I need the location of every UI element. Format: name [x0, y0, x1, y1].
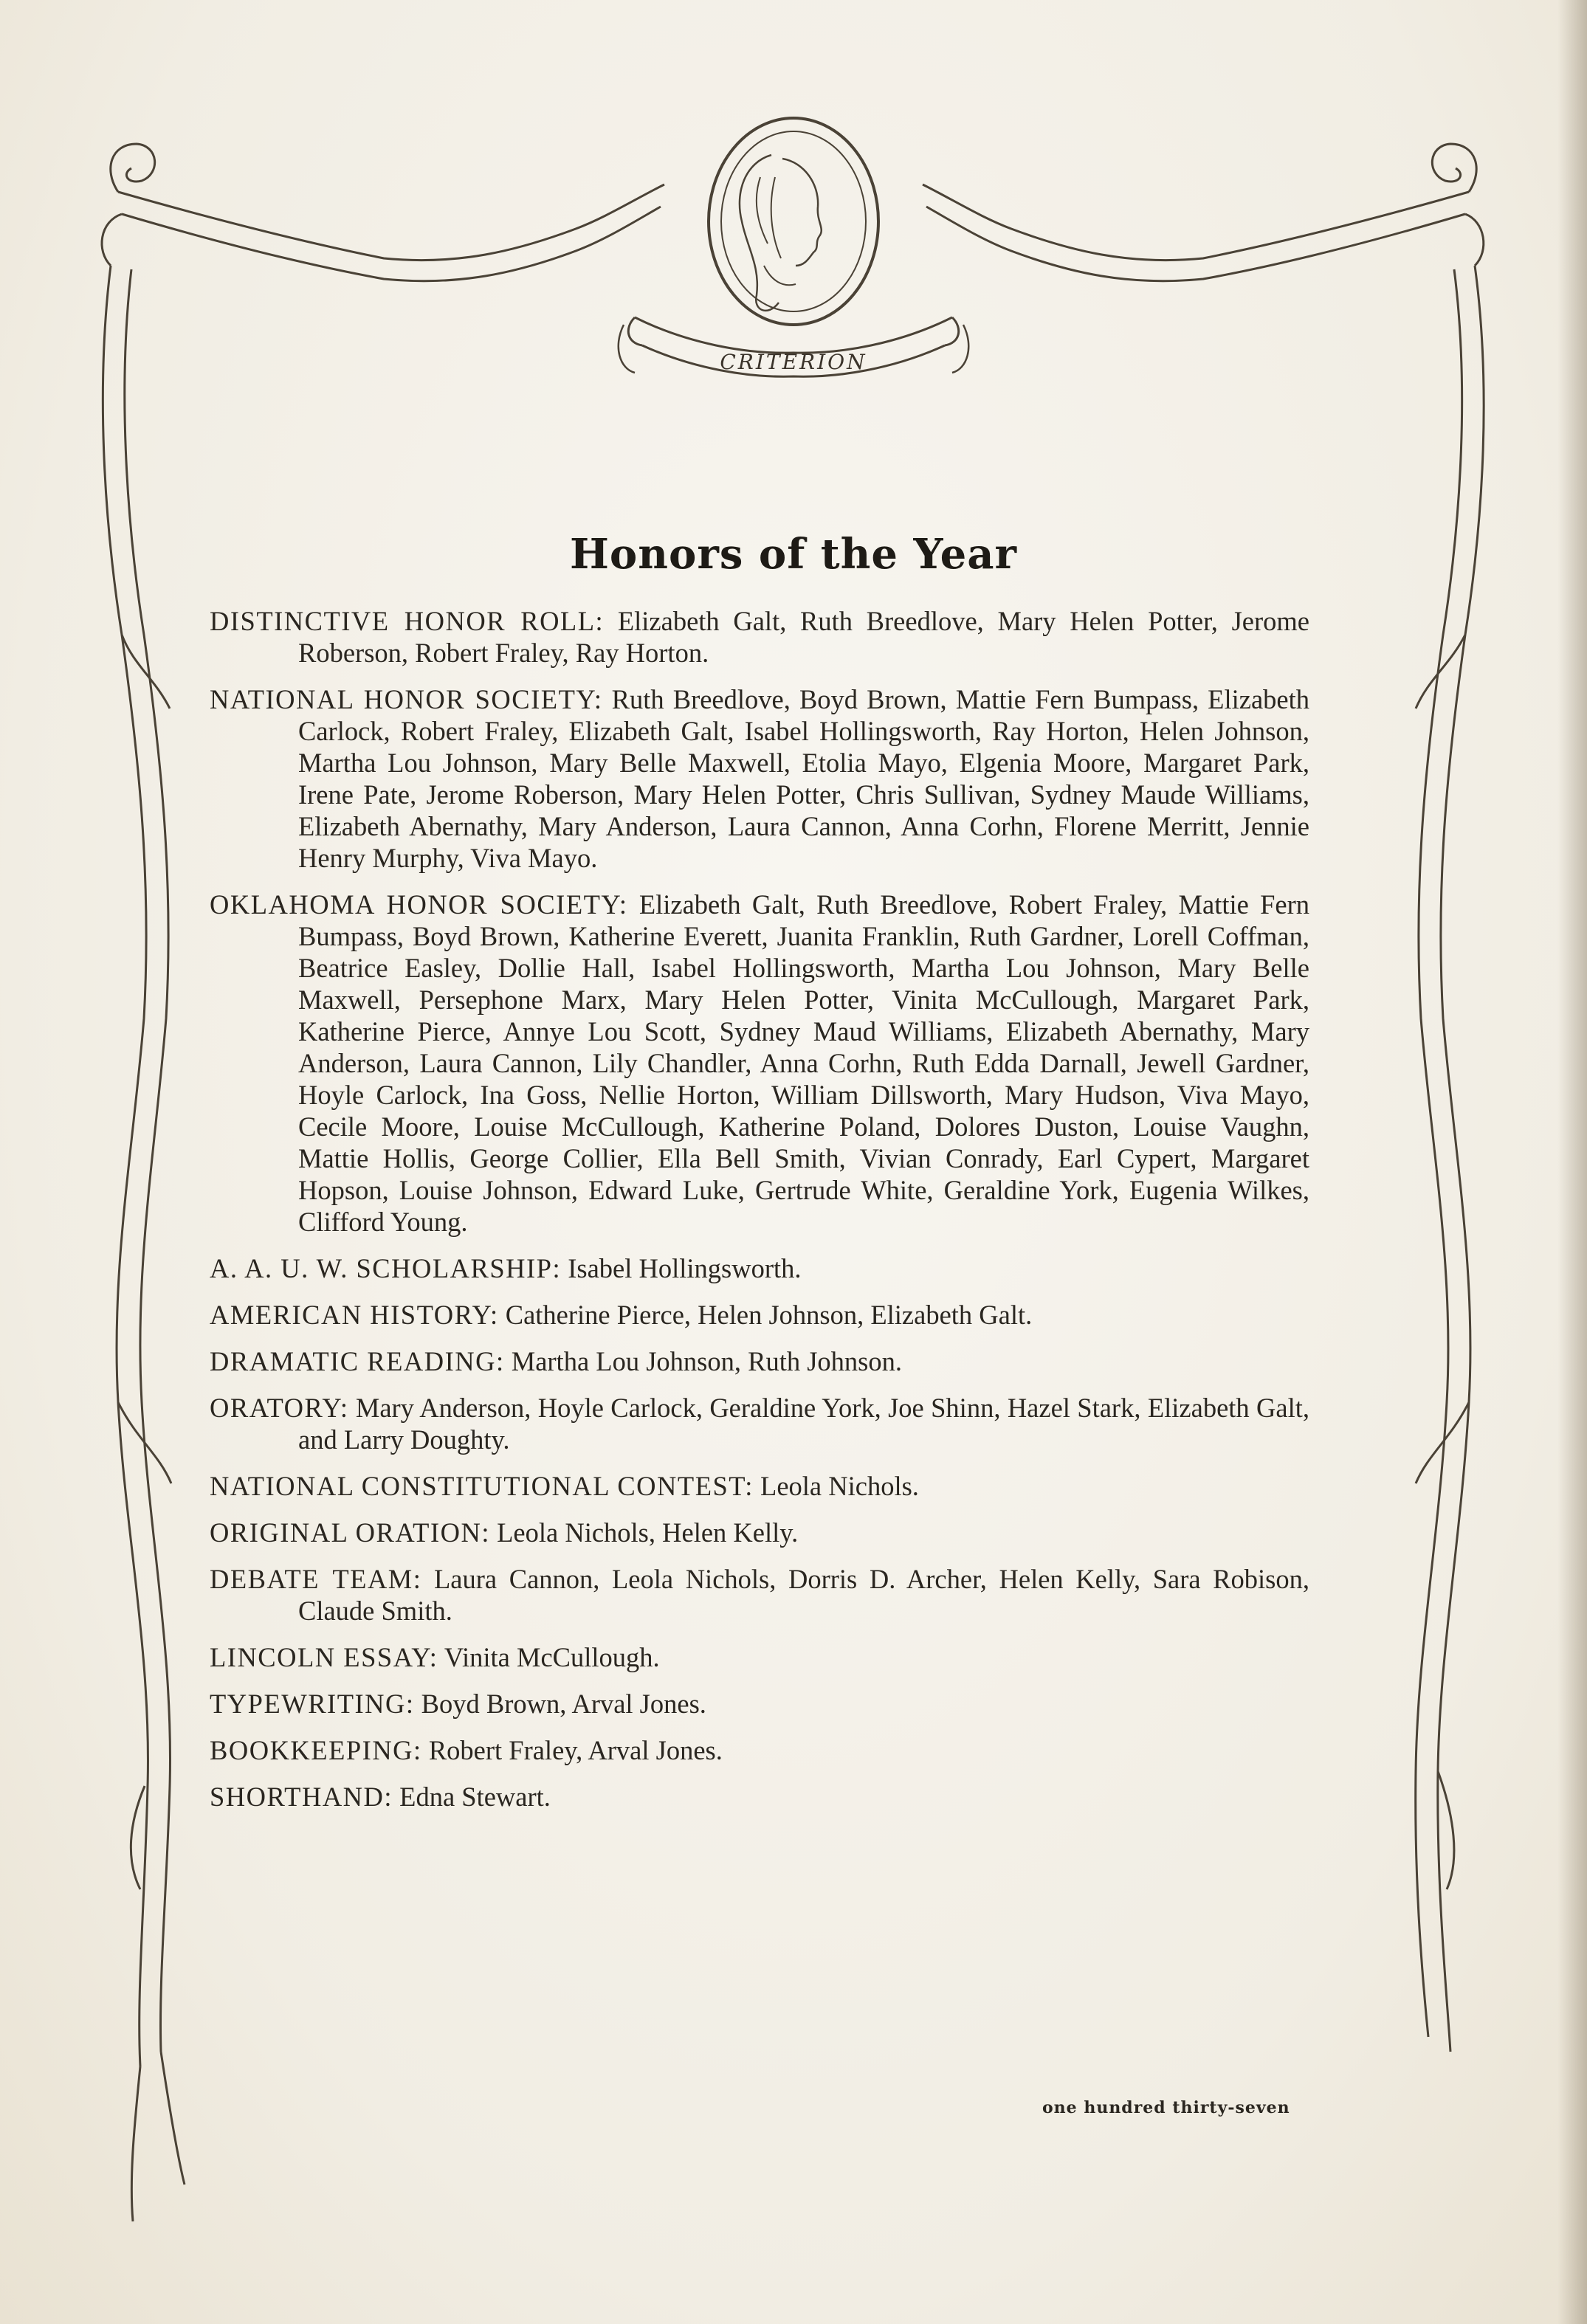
honor-recipients: Isabel Hollingsworth.: [568, 1253, 802, 1283]
page-folio: one hundred thirty-seven: [1042, 2098, 1290, 2117]
honor-recipients: Robert Fraley, Arval Jones.: [428, 1735, 723, 1765]
honor-entry: [210, 1345, 1309, 1377]
honor-recipients: Catherine Pierce, Helen Johnson, Elizabeth Galt.: [505, 1300, 1033, 1330]
page-title: Honors of the Year: [569, 529, 1018, 579]
honor-recipients: Boyd Brown, Arval Jones.: [421, 1689, 706, 1719]
honor-recipients: Ruth Breedlove, Boyd Brown, Mattie Fern Bumpass, Elizabeth Carlock, Robert Fraley, Elizabeth Galt, Isabel Hollingsworth, Ray Horton, Helen Johnson, Martha Lou Johnson, Mary Belle Maxwell, Etolia Mayo, Elgenia Moore, Margaret Park, Irene Pate, Jerome Roberson, Mary Helen Potter, Chris Sullivan, Sydney Maude Williams, Elizabeth Abernathy, Mary Anderson, Laura Cannon, Anna Corhn, Florene Merritt, Jennie Henry Murphy, Viva Mayo.: [298, 684, 1310, 873]
honor-category-label: ORIGINAL ORATION:: [210, 1517, 490, 1548]
honor-entry: [210, 1563, 1309, 1627]
honor-recipients: Leola Nichols, Helen Kelly.: [497, 1517, 799, 1548]
honor-entry: [210, 683, 1309, 874]
honor-category-label: DRAMATIC READING:: [210, 1346, 505, 1376]
honor-category-label: BOOKKEEPING:: [210, 1735, 422, 1765]
honor-recipients: Elizabeth Galt, Ruth Breedlove, Mary Helen Potter, Jerome Roberson, Robert Fraley, Ray Horton.: [298, 606, 1310, 668]
honor-recipients: Vinita McCullough.: [444, 1642, 660, 1672]
honor-entry: [210, 1781, 1309, 1813]
honor-entry: [210, 1299, 1309, 1331]
honor-recipients: Laura Cannon, Leola Nichols, Dorris D. Archer, Helen Kelly, Sara Robison, Claude Smith.: [298, 1564, 1309, 1626]
honor-recipients: Martha Lou Johnson, Ruth Johnson.: [511, 1346, 902, 1376]
honor-category-label: SHORTHAND:: [210, 1782, 393, 1812]
honor-category-label: AMERICAN HISTORY:: [210, 1300, 499, 1330]
honor-entry: [210, 1688, 1309, 1720]
honor-entry: [210, 1517, 1309, 1548]
honor-recipients: Elizabeth Galt, Ruth Breedlove, Robert Fraley, Mattie Fern Bumpass, Boyd Brown, Katherine Everett, Juanita Franklin, Ruth Gardner, Lorell Coffman, Beatrice Easley, Dollie Hall, Isabel Hollingsworth, Martha Lou Johnson, Mary Belle Maxwell, Persephone Marx, Mary Helen Potter, Vinita McCullough, Margaret Park, Katherine Pierce, Annye Lou Scott, Sydney Maud Williams, Elizabeth Abernathy, Mary Anderson, Laura Cannon, Lily Chandler, Anna Corhn, Ruth Edda Darnall, Jewell Gardner, Hoyle Carlock, Ina Goss, Nellie Horton, William Dillsworth, Mary Hudson, Viva Mayo, Cecile Moore, Louise McCullough, Katherine Poland, Dolores Duston, Louise Vaughn, Mattie Hollis, George Collier, Ella Bell Smith, Vivian Conrady, Earl Cypert, Margaret Hopson, Louise Johnson, Edward Luke, Gertrude White, Geraldine York, Eugenia Wilkes, Clifford Young.: [298, 889, 1309, 1237]
honor-recipients: Edna Stewart.: [399, 1782, 551, 1812]
honor-entry: [210, 1252, 1309, 1284]
honor-entry: [210, 889, 1309, 1238]
honor-entry: [210, 1734, 1309, 1766]
honor-recipients: Leola Nichols.: [760, 1471, 919, 1501]
honor-entry: [210, 1641, 1309, 1673]
honor-entry: [210, 1392, 1309, 1455]
honor-entry: [210, 605, 1309, 669]
honor-category-label: NATIONAL CONSTITUTIONAL CONTEST:: [210, 1471, 754, 1501]
honor-entry: [210, 1470, 1309, 1502]
emblem-banner-text: CRITERION: [720, 350, 867, 374]
honor-category-label: A. A. U. W. SCHOLARSHIP:: [210, 1253, 562, 1283]
honor-recipients: Mary Anderson, Hoyle Carlock, Geraldine York, Joe Shinn, Hazel Stark, Elizabeth Galt, and Larry Doughty.: [298, 1393, 1309, 1455]
honor-category-label: DEBATE TEAM:: [210, 1564, 422, 1594]
honor-category-label: OKLAHOMA HONOR SOCIETY:: [210, 889, 628, 920]
honor-category-label: NATIONAL HONOR SOCIETY:: [210, 684, 603, 714]
honor-category-label: ORATORY:: [210, 1393, 349, 1423]
honor-category-label: TYPEWRITING:: [210, 1689, 415, 1719]
honors-list: [210, 605, 1309, 1827]
honor-category-label: DISTINCTIVE HONOR ROLL:: [210, 606, 605, 636]
honor-category-label: LINCOLN ESSAY:: [210, 1642, 438, 1672]
